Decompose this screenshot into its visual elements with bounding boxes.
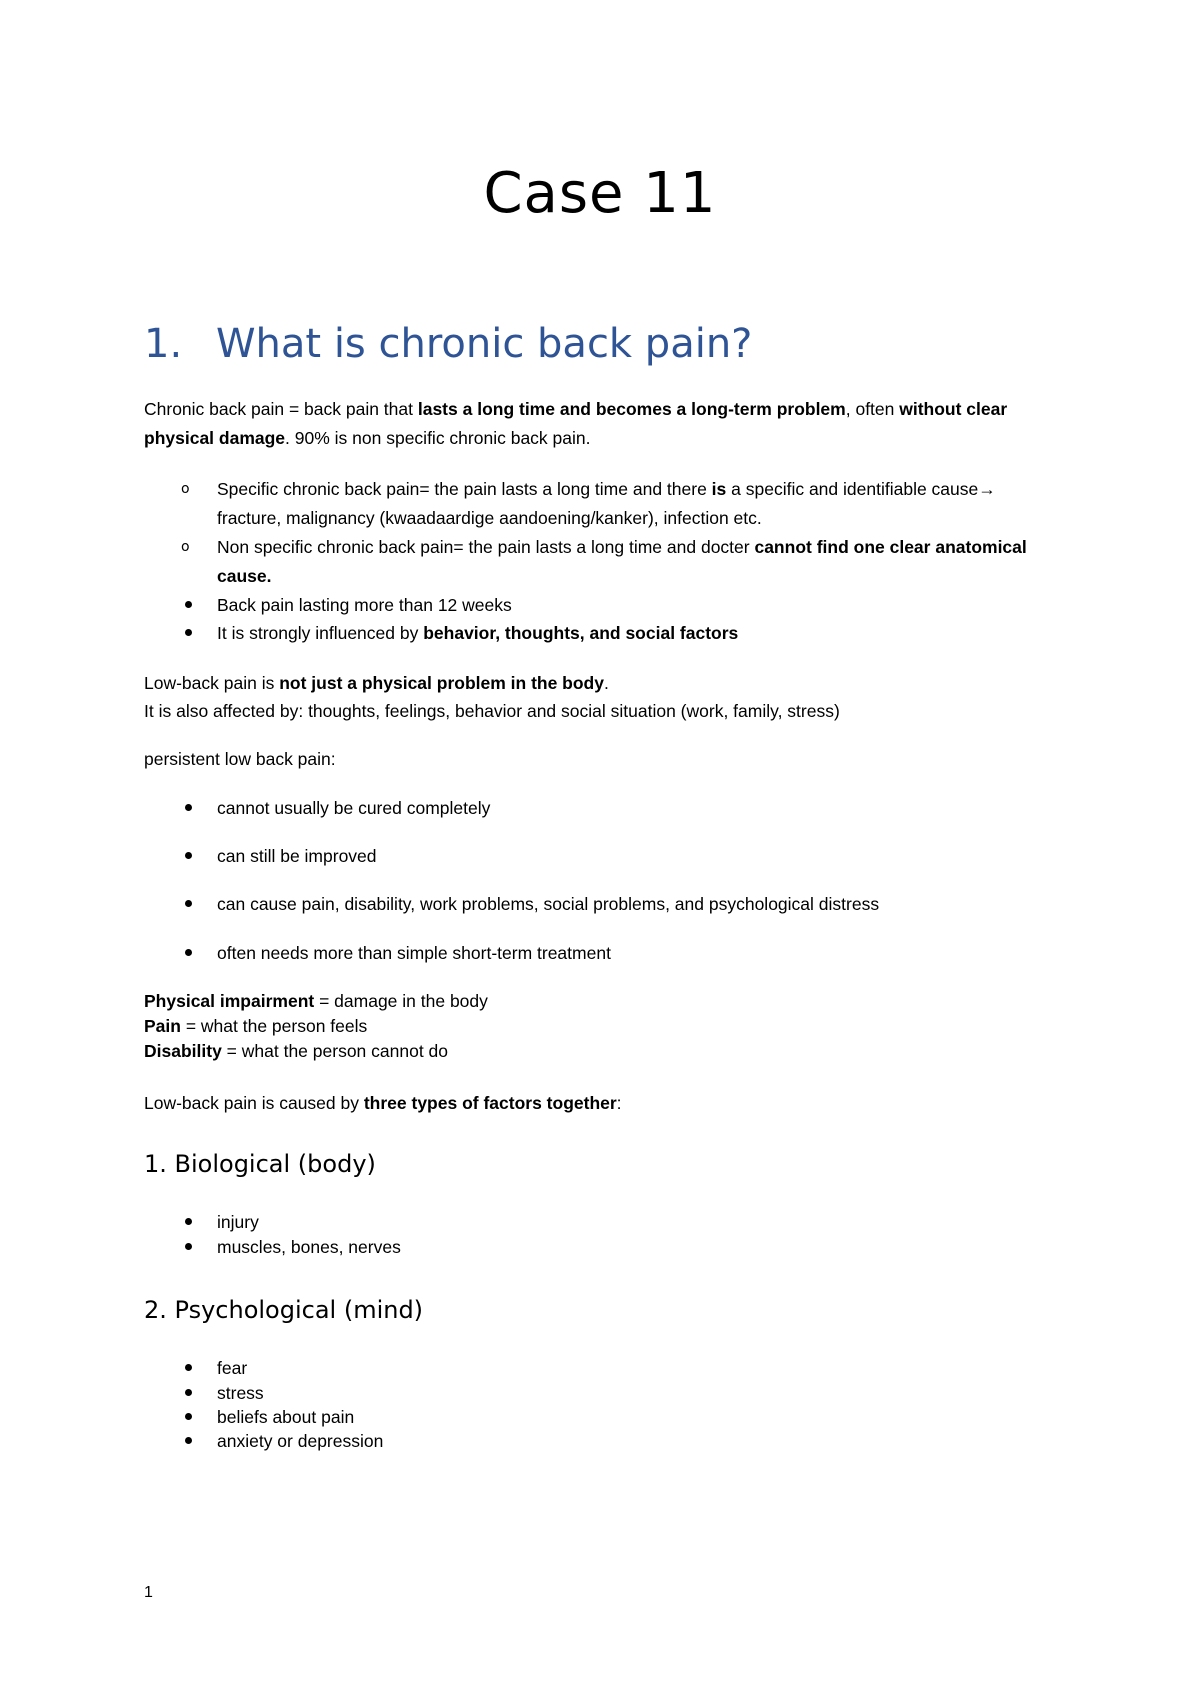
definition-text: = damage in the body — [314, 991, 488, 1011]
list-item-text: Non specific chronic back pain= the pain lasts a long time and docter — [217, 537, 755, 557]
definition-term: Disability — [144, 1041, 222, 1061]
list-item-text: It is strongly influenced by — [217, 623, 424, 643]
section-heading-text: What is chronic back pain? — [216, 321, 753, 367]
intro-bold: lasts a long time and becomes a long-term problem — [417, 399, 846, 419]
list-item: fear — [217, 1358, 248, 1378]
list-item-bold: cannot find one clear anatomical — [754, 537, 1027, 557]
bullet-icon — [185, 1437, 192, 1444]
section-heading — [144, 320, 752, 368]
bullet-icon — [185, 1364, 192, 1371]
persistent-label: persistent low back pain: — [144, 749, 336, 769]
definition-term: Physical impairment — [144, 991, 315, 1011]
definition-line — [144, 990, 488, 1012]
paragraph-bold: not just a physical problem in the body — [279, 673, 604, 693]
intro-text: , often — [845, 399, 900, 419]
low-back-line-1 — [144, 672, 609, 694]
definition-line — [144, 1015, 367, 1037]
list-item: anxiety or depression — [217, 1431, 384, 1451]
arrow-icon: → — [978, 479, 996, 499]
paragraph-text: Low-back pain is caused by — [144, 1093, 364, 1113]
bullet-icon — [185, 629, 192, 636]
list-item: often needs more than simple short-term treatment — [217, 943, 611, 963]
factors-line — [144, 1092, 622, 1114]
paragraph-text: : — [616, 1093, 622, 1113]
subheading-psychological: 2. Psychological (mind) — [144, 1296, 424, 1324]
list-item: beliefs about pain — [217, 1407, 355, 1427]
list-item-bold: behavior, thoughts, and social factors — [423, 623, 739, 643]
bullet-icon — [185, 949, 192, 956]
paragraph-text: . — [603, 673, 609, 693]
bullet-icon — [185, 601, 192, 608]
list-item: injury — [217, 1212, 259, 1232]
bullet-icon — [185, 852, 192, 859]
list-item: can cause pain, disability, work problems, social problems, and psychological distress — [217, 894, 880, 914]
list-item-text: Specific chronic back pain= the pain lasts a long time and there — [217, 479, 712, 499]
bullet-icon — [185, 900, 192, 907]
intro-text: . 90% is non specific chronic back pain. — [285, 428, 591, 448]
paragraph-text: Low-back pain is — [144, 673, 280, 693]
low-back-line-2: It is also affected by: thoughts, feelings, behavior and social situation (work, family, stress) — [144, 701, 840, 721]
list-item: Back pain lasting more than 12 weeks — [217, 595, 512, 615]
section-number: 1. — [144, 321, 183, 367]
intro-bold: physical damage — [144, 428, 286, 448]
definition-line — [144, 1040, 448, 1062]
definition-text: = what the person cannot do — [221, 1041, 449, 1061]
list-item — [217, 536, 1027, 558]
paragraph-bold: three types of factors together — [363, 1093, 617, 1113]
list-item-text: a specific and identifiable cause — [726, 479, 979, 499]
list-item: muscles, bones, nerves — [217, 1237, 401, 1257]
list-item-continuation: fracture, malignancy (kwaadaardige aandoening/kanker), infection etc. — [217, 508, 762, 528]
list-item — [217, 622, 738, 644]
list-marker: o — [181, 539, 190, 555]
list-item-bold: cause. — [217, 566, 272, 586]
list-item-continuation — [217, 565, 271, 587]
bullet-icon — [185, 1389, 192, 1396]
intro-line-1 — [144, 398, 1007, 420]
list-item: can still be improved — [217, 846, 377, 866]
list-item: stress — [217, 1383, 264, 1403]
page-number: 1 — [144, 1584, 153, 1601]
definition-text: = what the person feels — [180, 1016, 368, 1036]
bullet-icon — [185, 1413, 192, 1420]
intro-text: Chronic back pain = back pain that — [144, 399, 418, 419]
definition-term: Pain — [144, 1016, 181, 1036]
bullet-icon — [185, 1218, 192, 1225]
list-item — [217, 478, 996, 500]
list-item-bold: is — [711, 479, 727, 499]
document-title: Case 11 — [483, 161, 717, 226]
list-marker: o — [181, 481, 190, 497]
bullet-icon — [185, 1243, 192, 1250]
list-item: cannot usually be cured completely — [217, 798, 491, 818]
bullet-icon — [185, 804, 192, 811]
subheading-biological: 1. Biological (body) — [144, 1150, 376, 1178]
intro-bold: without clear — [899, 399, 1008, 419]
intro-line-2 — [144, 427, 591, 449]
